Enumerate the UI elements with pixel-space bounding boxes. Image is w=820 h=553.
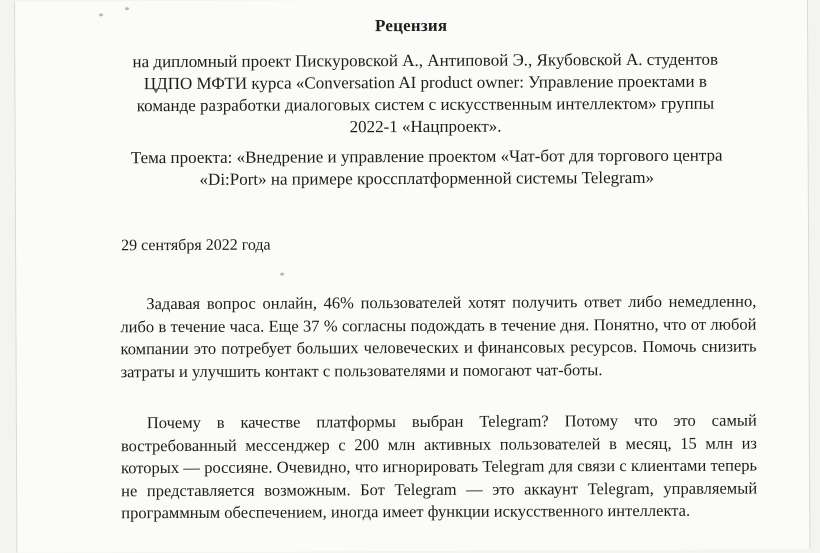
- scan-speck: [280, 273, 284, 276]
- document-page: [14, 0, 810, 553]
- document-subtitle: на дипломный проект Пискуровской А., Антиповой Э., Якубовской А. студентов ЦДПО МФТИ курса «Conversation AI product owner: Управление проектами в команде разработки диалоговых систем с искусственным интеллектом» группы 2022-1 «Нацпроект».: [132, 49, 719, 137]
- paragraph: Почему в качестве платформы выбран Telegram? Потому что это самый востребованный мессенджер с 200 млн активных пользователей в месяц, 15 млн из которых — россияне. Очевидно, что игнорировать Telegram для связи с клиентами теперь не представляется возможным. Бот Telegram — это аккаунт Telegram, управляемый программным обеспечением, иногда имеет функции искусственного интеллекта.: [120, 410, 758, 523]
- document-title: Рецензия: [374, 15, 448, 36]
- scan-speck: [99, 13, 103, 16]
- review-date: 29 сентября 2022 года: [121, 236, 271, 255]
- project-topic: Тема проекта: «Внедрение и управление проектом «Чат-бот для торгового центра «Di:Port» на примере кроссплатформенной системы Telegram»: [130, 145, 723, 189]
- paragraph: Задавая вопрос онлайн, 46% пользователей хотят получить ответ либо немедленно, либо в течение часа. Еще 37 % согласны подождать в течение дня. Понятно, что от любой компании это потребует больших человеческих и финансовых ресурсов. Помочь снизить затраты и улучшить контакт с пользователями и помогают чат-боты.: [120, 291, 757, 381]
- scan-speck: [125, 7, 129, 10]
